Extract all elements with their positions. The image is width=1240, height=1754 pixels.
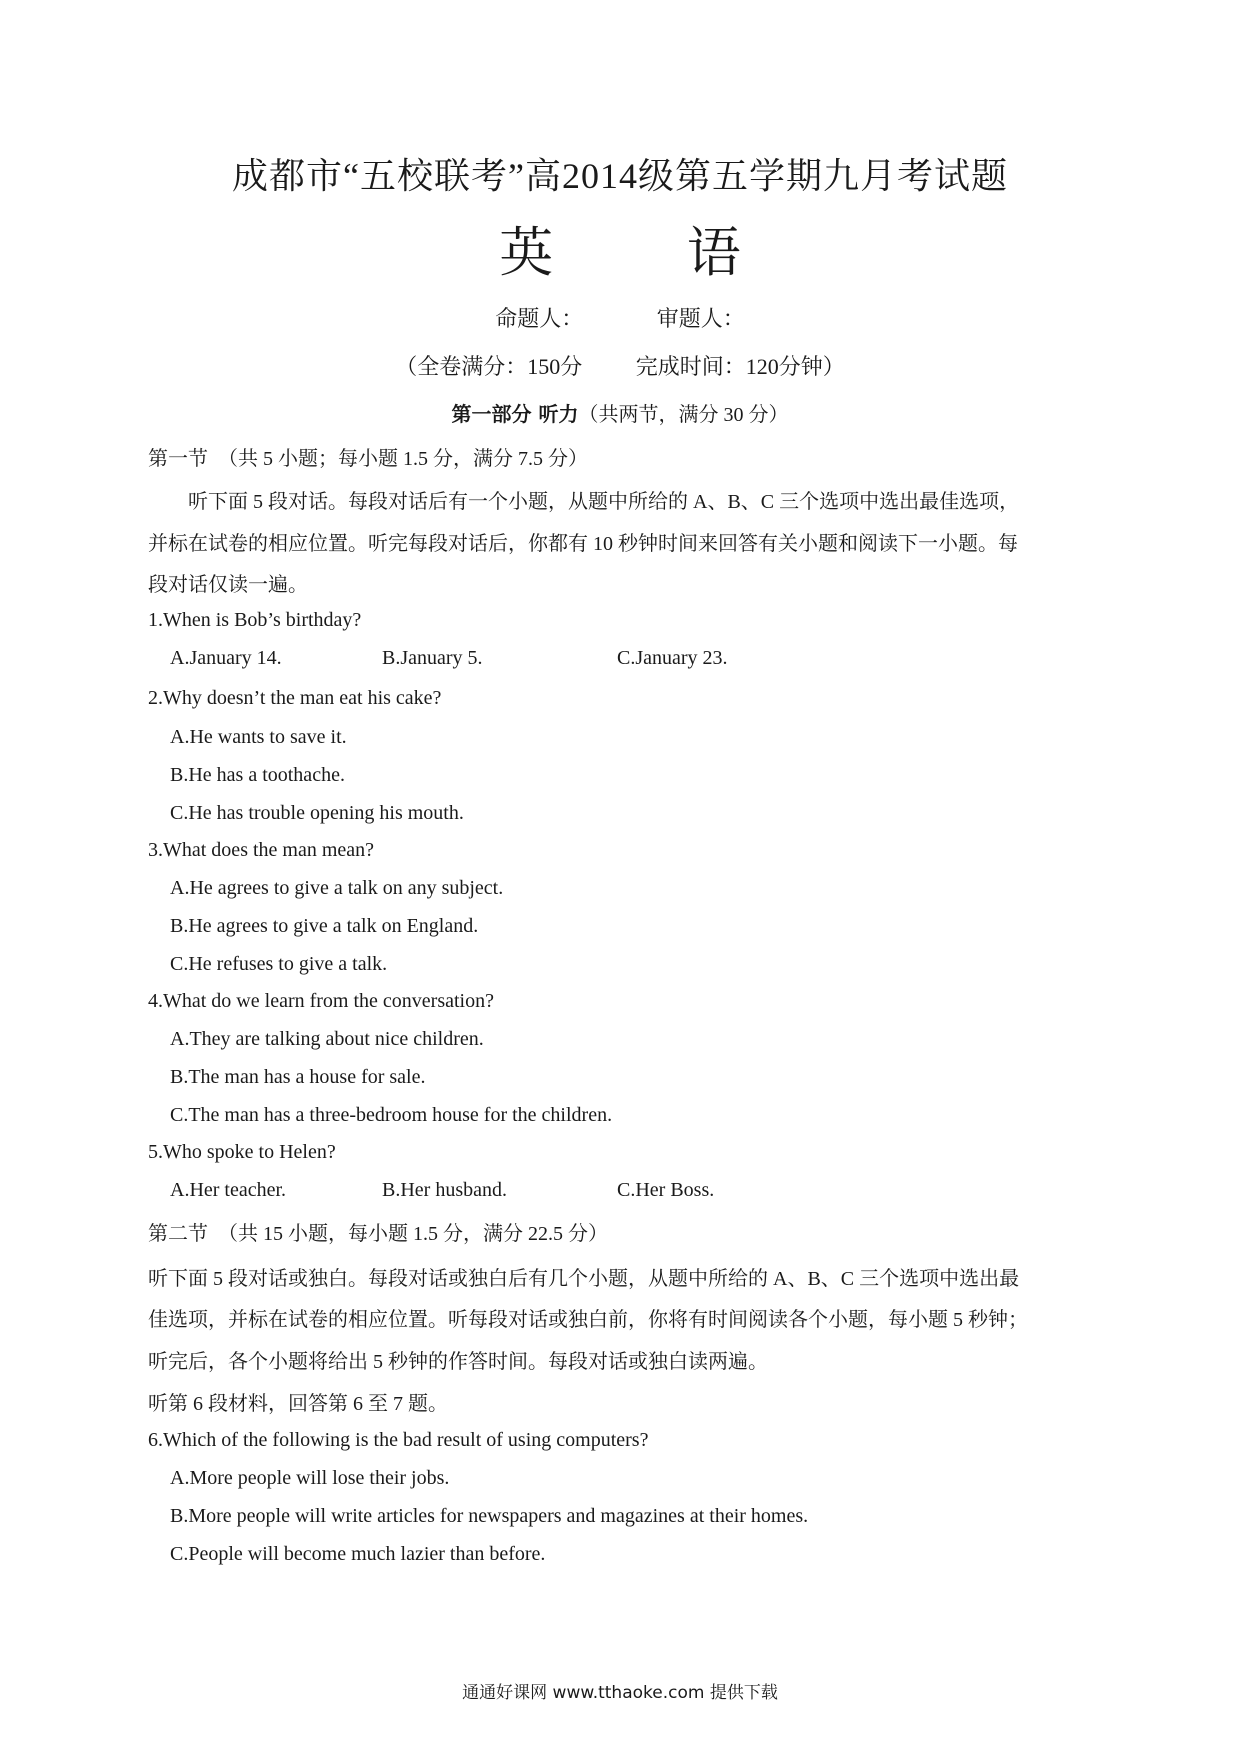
full-score: （全卷满分：150分	[395, 354, 583, 379]
part1-score: （共两节，满分 30 分）	[578, 404, 789, 426]
question-4: 4.What do we learn from the conversation?	[148, 990, 494, 1012]
question-6-option-a: A.More people will lose their jobs.	[170, 1467, 450, 1489]
question-6: 6.Which of the following is the bad result of using computers?	[148, 1429, 649, 1451]
question-1: 1.When is Bob’s birthday?	[148, 609, 362, 631]
question-5: 5.Who spoke to Helen?	[148, 1141, 336, 1163]
question-2-option-b: B.He has a toothache.	[170, 764, 345, 786]
question-2-option-a: A.He wants to save it.	[170, 726, 347, 748]
question-4-option-b: B.The man has a house for sale.	[170, 1066, 426, 1088]
part1-title: 第一部分 听力	[451, 402, 579, 426]
question-5-option-a: A.Her teacher.	[170, 1179, 287, 1201]
question-4-option-c: C.The man has a three-bedroom house for the children.	[170, 1104, 613, 1126]
question-4-option-a: A.They are talking about nice children.	[170, 1028, 484, 1050]
page-footer: 通通好课网 www.tthaoke.com 提供下载	[462, 1683, 778, 1703]
question-2: 2.Why doesn’t the man eat his cake?	[148, 687, 442, 709]
proposer-label: 命题人：	[495, 306, 584, 331]
section1-heading: 第一节 （共 5 小题；每小题 1.5 分，满分 7.5 分）	[148, 448, 588, 470]
section1-instructions-line1: 听下面 5 段对话。每段对话后有一个小题，从题中所给的 A、B、C 三个选项中选出最佳选项，	[188, 491, 1020, 513]
question-6-option-b: B.More people will write articles for newspapers and magazines at their homes.	[170, 1505, 809, 1527]
section2-heading: 第二节 （共 15 小题，每小题 1.5 分，满分 22.5 分）	[148, 1223, 608, 1245]
exam-title: 成都市“五校联考”高2014级第五学期九月考试题	[232, 156, 1008, 196]
question-6-option-c: C.People will become much lazier than before.	[170, 1543, 546, 1565]
section2-instructions-line2: 佳选项，并标在试卷的相应位置。听每段对话或独白前，你将有时间阅读各个小题，每小题 5 秒钟；	[148, 1309, 1028, 1331]
exam-score-info	[0, 350, 1240, 381]
question-3-option-a: A.He agrees to give a talk on any subject.	[170, 877, 504, 899]
section2-instructions-line1: 听下面 5 段对话或独白。每段对话或独白后有几个小题，从题中所给的 A、B、C 三个选项中选出最	[148, 1268, 1020, 1290]
part1-heading	[0, 398, 1240, 427]
question-3-option-c: C.He refuses to give a talk.	[170, 953, 388, 975]
reviewer-label: 审题人：	[656, 306, 745, 331]
material-6-heading: 听第 6 段材料，回答第 6 至 7 题。	[148, 1393, 448, 1415]
question-1-option-b: B.January 5.	[382, 647, 483, 669]
section2-instructions-line3: 听完后，各个小题将给出 5 秒钟的作答时间。每段对话或独白读两遍。	[148, 1351, 768, 1373]
question-3-option-b: B.He agrees to give a talk on England.	[170, 915, 479, 937]
section1-instructions-line2: 并标在试卷的相应位置。听完每段对话后，你都有 10 秒钟时间来回答有关小题和阅读下一小题。每	[148, 533, 1018, 555]
exam-creators	[0, 302, 1240, 333]
question-2-option-c: C.He has trouble opening his mouth.	[170, 802, 464, 824]
completion-time: 完成时间：120分钟）	[635, 354, 845, 379]
question-5-option-b: B.Her husband.	[382, 1179, 507, 1201]
subject-title: 英 语	[499, 223, 801, 283]
question-1-option-c: C.January 23.	[617, 647, 728, 669]
section1-instructions-line3: 段对话仅读一遍。	[148, 574, 308, 596]
question-5-option-c: C.Her Boss.	[617, 1179, 715, 1201]
question-1-option-a: A.January 14.	[170, 647, 282, 669]
question-3: 3.What does the man mean?	[148, 839, 375, 861]
